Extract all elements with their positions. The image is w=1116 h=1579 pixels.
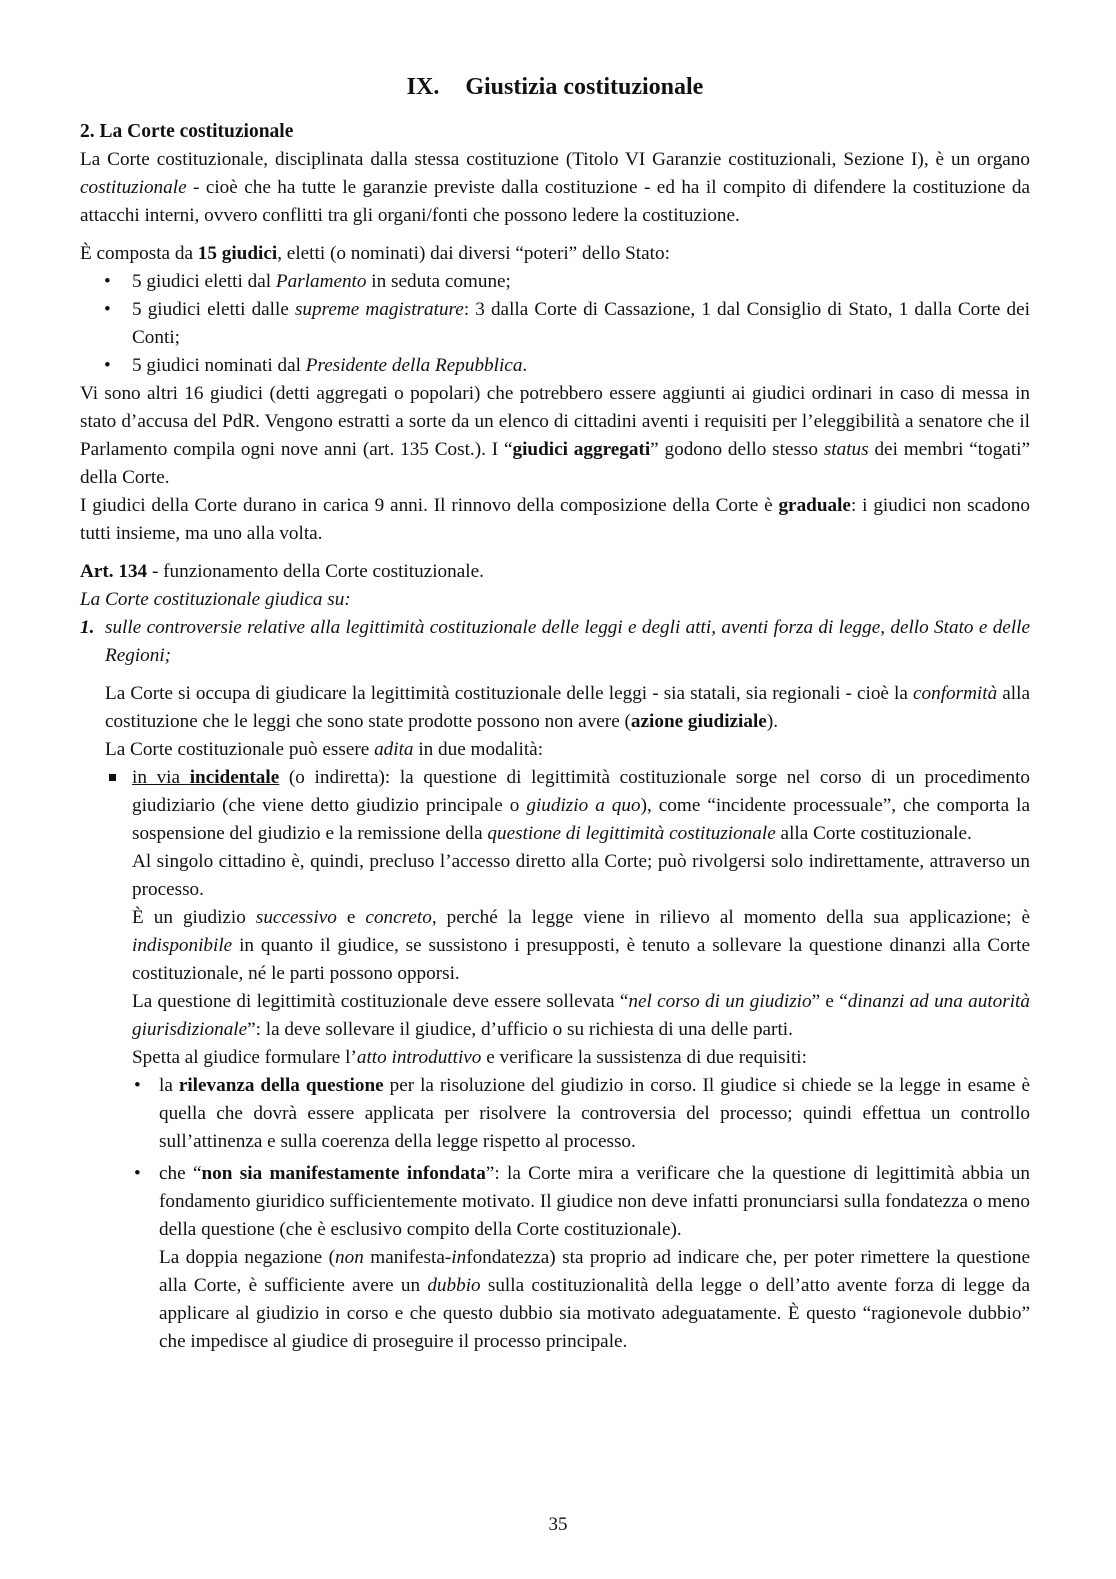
list-item: • la rilevanza della questione per la risoluzione del giudizio in corso. Il giudice si chiede se la legge in esame è quella che dovrà essere applicata per risolvere la controversia del processo; quindi effettua un controllo sull’attinenza e sulla coerenza della legge rispetto al processo. [132, 1072, 1030, 1156]
chapter-number: IX. [406, 74, 440, 100]
composition-list [80, 268, 1030, 380]
aggregati-paragraph: Vi sono altri 16 giudici (detti aggregati o popolari) che potrebbero essere aggiunti ai giudici ordinari in caso di messa in stato d’accusa del PdR. Vengono estratti a sorte da un elenco di cittadini aventi i requisiti per l’eleggibilità a senatore che il Parlamento compila ogni nove anni (art. 135 Cost.). I “giudici aggregati” godono dello stesso status dei membri “togati” della Corte. [80, 383, 1030, 488]
section-title: 2. La Corte costituzionale [80, 121, 294, 142]
requisiti-list [132, 1072, 1030, 1356]
art134-heading: Art. 134 - funzionamento della Corte costituzionale. [80, 561, 484, 582]
list-item-incidentale: in via incidentale (o indiretta): la questione di legittimità costituzionale sorge nel corso di un procedimento giudiziario (che viene detto giudizio principale o giudizio a quo), come “incidente processuale”, che comporta la sospensione del giudizio e la remissione della questione di legittimità costituzionale alla Corte costituzionale. Al singolo cittadino è, quindi, precluso l’accesso diretto alla Corte; può rivolgersi solo indirettamente, attraverso un processo. È un giudizio successivo e concreto, perché la legge viene in rilievo al momento della sua applicazione; è indisponibile in quanto il giudice, se sussistono i presupposti, è tenuto a sollevare la questione dinanzi alla Corte costituzionale, né le parti possono opporsi. La questione di legittimità costituzionale deve essere sollevata “nel corso di un giudizio” e “dinanzi ad una autorità giurisdizionale”: la deve sollevare il giudice, d’ufficio o su richiesta di una delle parti. Spetta al giudice formulare l’atto introduttivo e verificare la sussistenza di due requisiti: • la rilevanza della questione per la risoluzione del giudizio in corso. Il giudice si chiede se la legge in esame è quella che dovrà essere applicata per risolvere la controversia del processo; quindi effettua un controllo sull’attinenza e sulla coerenza della legge rispetto al processo. • che “non sia manifestamente infondata”: la Corte mira a verificare che la questione di legittimità abbia un fondamento giuridico sufficientemente motivato. Il giudice non deve infatti pronunciarsi sulla fondatezza o meno della questione (che è esclusivo compito della Corte costituzionale). La doppia negazione (non manifesta-infondatezza) sta proprio ad indicare che, per poter rimettere la questione alla Corte, è sufficiente avere un dubbio sulla costituzionalità della legge o dell’atto avente forza di legge da applicare al giudizio in corso e che questo dubbio sia motivato adeguatamente. È questo “ragionevole dubbio” che impedisce al giudice di proseguire il processo principale. [105, 764, 1030, 1356]
chapter-title: Giustizia costituzionale [465, 74, 704, 100]
body-paragraph: La Corte si occupa di giudicare la legittimità costituzionale delle leggi - sia statali, sia regionali - cioè la conformità alla costituzione che le leggi che sono state prodotte possono non avere (azione giudiziale). [105, 683, 1030, 732]
list-item: • 5 giudici eletti dalle supreme magistrature: 3 dalla Corte di Cassazione, 1 dal Consiglio di Stato, 1 dalla Corte dei Conti; [80, 296, 1030, 352]
art134-item-1-body [80, 680, 1030, 1356]
page-number: 35 [548, 1514, 568, 1535]
list-item: • 5 giudici nominati dal Presidente della Repubblica. [80, 352, 1030, 380]
art134-item-1: 1. sulle controversie relative alla legittimità costituzionale delle leggi e degli atti, aventi forza di legge, dello Stato e delle Regioni; [80, 617, 1030, 666]
body-paragraph: La Corte costituzionale può essere adita in due modalità: [105, 739, 544, 760]
chapter-heading [80, 70, 1030, 104]
intro-paragraph: La Corte costituzionale, disciplinata dalla stessa costituzione (Titolo VI Garanzie costituzionali, Sezione I), è un organo costituzionale - cioè che ha tutte le garanzie previste dalla costituzione - ed ha il compito di difendere la costituzione da attacchi interni, ovvero conflitti tra gli organi/fonti che possono ledere la costituzione. [80, 149, 1030, 226]
composition-lead: È composta da 15 giudici, eletti (o nominati) dai diversi “poteri” dello Stato: [80, 243, 670, 264]
durata-paragraph: I giudici della Corte durano in carica 9 anni. Il rinnovo della composizione della Corte è graduale: i giudici non scadono tutti insieme, ma uno alla volta. [80, 495, 1030, 544]
art134-subtitle: La Corte costituzionale giudica su: [80, 589, 351, 610]
list-item: • che “non sia manifestamente infondata”: la Corte mira a verificare che la questione di legittimità abbia un fondamento giuridico sufficientemente motivato. Il giudice non deve infatti pronunciarsi sulla fondatezza o meno della questione (che è esclusivo compito della Corte costituzionale). La doppia negazione (non manifesta-infondatezza) sta proprio ad indicare che, per poter rimettere la questione alla Corte, è sufficiente avere un dubbio sulla costituzionalità della legge o dell’atto avente forza di legge da applicare al giudizio in corso e che questo dubbio sia motivato adeguatamente. È questo “ragionevole dubbio” che impedisce al giudice di proseguire il processo principale. [132, 1160, 1030, 1356]
list-item: • 5 giudici eletti dal Parlamento in seduta comune; [80, 268, 1030, 296]
document-page [80, 70, 1030, 1356]
modalita-list [105, 764, 1030, 1356]
